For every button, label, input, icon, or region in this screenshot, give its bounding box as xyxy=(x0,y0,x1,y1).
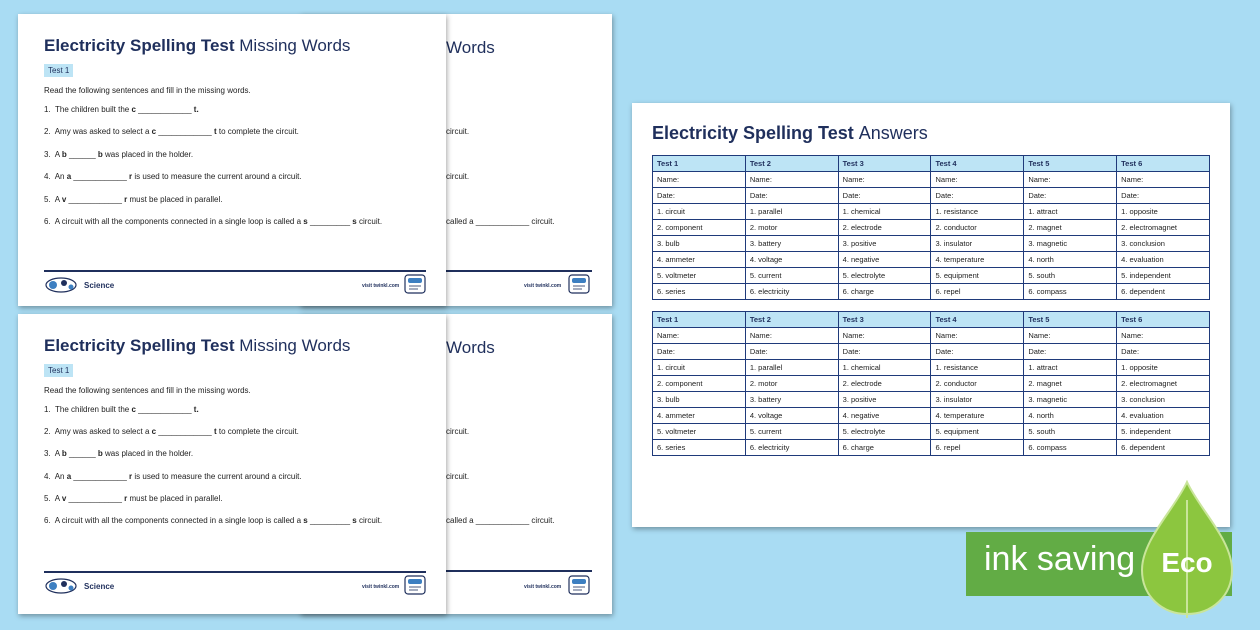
worksheet-title-2: Electricity Spelling Test Missing Words xyxy=(44,336,351,355)
table-cell: 6. compass xyxy=(1024,284,1117,300)
table-cell: Name: xyxy=(838,328,931,344)
table-cell: 2. magnet xyxy=(1024,220,1117,236)
footer-visit-2: visit twinkl.com xyxy=(362,584,400,590)
table-row xyxy=(653,252,1210,268)
header-cell: Test 2 xyxy=(745,156,838,172)
table-cell: 6. repel xyxy=(931,440,1024,456)
table-cell: 1. circuit xyxy=(653,360,746,376)
science-logo-icon xyxy=(44,577,78,595)
table-cell: 5. voltmeter xyxy=(653,424,746,440)
header-cell: Test 4 xyxy=(931,312,1024,328)
table-cell: 4. ammeter xyxy=(653,252,746,268)
table-cell: 4. negative xyxy=(838,252,931,268)
question-1: 1. The children built the c ____________ t. xyxy=(44,105,199,114)
table-cell: 1. parallel xyxy=(745,204,838,220)
table-row xyxy=(653,360,1210,376)
table-cell: 5. electrolyte xyxy=(838,268,931,284)
back-fragment-4b: circuit. xyxy=(446,472,470,481)
table-row xyxy=(653,328,1210,344)
back-footer-line xyxy=(446,270,592,272)
table-row xyxy=(653,284,1210,300)
table-cell: 4. north xyxy=(1024,252,1117,268)
table-cell: 2. electromagnet xyxy=(1117,376,1210,392)
header-cell: Test 4 xyxy=(931,156,1024,172)
instructions-2: Read the following sentences and fill in the missing words. xyxy=(44,386,251,395)
table-cell: 1. resistance xyxy=(931,204,1024,220)
table-cell: 4. north xyxy=(1024,408,1117,424)
table-cell: 3. positive xyxy=(838,392,931,408)
worksheet-bottom xyxy=(18,314,446,614)
table-cell: 6. repel xyxy=(931,284,1024,300)
header-cell: Test 1 xyxy=(653,312,746,328)
question-5: 5. A v ____________ r must be placed in parallel. xyxy=(44,494,223,503)
table-cell: 1. opposite xyxy=(1117,360,1210,376)
back-fragment-2b: circuit. xyxy=(446,427,470,436)
footer-subject: Science xyxy=(84,281,115,290)
question-3: 3. A b ______ b was placed in the holder. xyxy=(44,150,194,159)
table-cell: 2. motor xyxy=(745,376,838,392)
footer-visit: visit twinkl.com xyxy=(362,283,400,289)
table-cell: 3. battery xyxy=(745,236,838,252)
table-cell: 6. electricity xyxy=(745,284,838,300)
table-row xyxy=(653,268,1210,284)
table-cell: 5. equipment xyxy=(931,268,1024,284)
footer-line xyxy=(44,270,426,272)
header-cell: Test 6 xyxy=(1117,312,1210,328)
header-cell: Test 3 xyxy=(838,312,931,328)
table-cell: 1. chemical xyxy=(838,204,931,220)
table-cell: 5. independent xyxy=(1117,424,1210,440)
eco-label: Eco xyxy=(1161,547,1213,578)
table-cell: 1. parallel xyxy=(745,360,838,376)
table-cell: 6. charge xyxy=(838,440,931,456)
back-fragment-4: circuit. xyxy=(446,172,470,181)
table-row xyxy=(653,392,1210,408)
header-cell: Test 3 xyxy=(838,156,931,172)
table-row xyxy=(653,172,1210,188)
twinkl-badge-icon xyxy=(404,274,426,294)
table-cell: 5. current xyxy=(745,268,838,284)
table-cell: 3. magnetic xyxy=(1024,392,1117,408)
answers-table-2 xyxy=(652,311,1210,456)
table-cell: 2. electrode xyxy=(838,220,931,236)
twinkl-badge-icon xyxy=(404,575,426,595)
question-2: 2. Amy was asked to select a c ____________ t to complete the circuit. xyxy=(44,427,299,436)
table-cell: 2. magnet xyxy=(1024,376,1117,392)
table-cell: Name: xyxy=(1024,172,1117,188)
table-cell: 4. negative xyxy=(838,408,931,424)
table-cell: 3. magnetic xyxy=(1024,236,1117,252)
table-cell: 1. circuit xyxy=(653,204,746,220)
table-cell: 6. charge xyxy=(838,284,931,300)
question-1: 1. The children built the c ____________ t. xyxy=(44,405,199,414)
table-cell: Name: xyxy=(1117,328,1210,344)
table-cell: Name: xyxy=(1024,328,1117,344)
table-cell: 5. electrolyte xyxy=(838,424,931,440)
question-6: 6. A circuit with all the components connected in a single loop is called a s _________ s circuit. xyxy=(44,516,383,525)
header-cell: Test 2 xyxy=(745,312,838,328)
table-cell: Date: xyxy=(1024,344,1117,360)
table-cell: 3. insulator xyxy=(931,392,1024,408)
answers-sheet xyxy=(632,103,1230,527)
table-cell: 4. ammeter xyxy=(653,408,746,424)
ink-saving-label: ink saving xyxy=(984,540,1136,578)
table-header-row xyxy=(653,156,1210,172)
footer-line-2 xyxy=(44,571,426,573)
table-cell: 3. bulb xyxy=(653,236,746,252)
table-cell: 3. insulator xyxy=(931,236,1024,252)
answers-title: Electricity Spelling Test Answers xyxy=(652,123,928,143)
table-row xyxy=(653,344,1210,360)
table-row xyxy=(653,408,1210,424)
table-cell: 6. series xyxy=(653,284,746,300)
table-cell: 2. electromagnet xyxy=(1117,220,1210,236)
back-title-fragment-2: Words xyxy=(446,338,495,357)
table-cell: 2. motor xyxy=(745,220,838,236)
table-row xyxy=(653,204,1210,220)
table-cell: 5. independent xyxy=(1117,268,1210,284)
table-cell: 3. bulb xyxy=(653,392,746,408)
question-2: 2. Amy was asked to select a c ____________ t to complete the circuit. xyxy=(44,127,299,136)
table-row xyxy=(653,376,1210,392)
table-cell: 3. conclusion xyxy=(1117,392,1210,408)
table-cell: 2. conductor xyxy=(931,376,1024,392)
table-cell: Name: xyxy=(931,328,1024,344)
back-fragment-6b: called a ____________ circuit. xyxy=(446,516,555,525)
table-cell: Name: xyxy=(1117,172,1210,188)
answers-table-1 xyxy=(652,155,1210,300)
instructions: Read the following sentences and fill in the missing words. xyxy=(44,86,251,95)
table-cell: Date: xyxy=(745,188,838,204)
table-cell: Name: xyxy=(838,172,931,188)
back-fragment-2: circuit. xyxy=(446,127,470,136)
back-footer-visit-2: visit twinkl.com xyxy=(524,584,562,590)
table-cell: Date: xyxy=(1117,344,1210,360)
table-cell: 1. attract xyxy=(1024,204,1117,220)
table-row xyxy=(653,424,1210,440)
table-cell: Name: xyxy=(745,172,838,188)
table-cell: 2. component xyxy=(653,376,746,392)
table-cell: Date: xyxy=(653,344,746,360)
worksheet-top xyxy=(18,14,446,306)
table-cell: 4. evaluation xyxy=(1117,252,1210,268)
table-row xyxy=(653,440,1210,456)
question-4: 4. An a ____________ r is used to measure the current around a circuit. xyxy=(44,472,302,481)
table-cell: 4. temperature xyxy=(931,408,1024,424)
table-cell: Name: xyxy=(931,172,1024,188)
science-logo-icon xyxy=(44,276,78,294)
table-cell: Date: xyxy=(1024,188,1117,204)
table-cell: 3. positive xyxy=(838,236,931,252)
table-cell: Name: xyxy=(653,328,746,344)
table-cell: 6. dependent xyxy=(1117,284,1210,300)
table-cell: Date: xyxy=(1117,188,1210,204)
twinkl-badge-icon xyxy=(568,274,590,294)
test-label: Test 1 xyxy=(44,64,73,77)
table-cell: Date: xyxy=(653,188,746,204)
table-cell: 6. dependent xyxy=(1117,440,1210,456)
table-cell: 5. voltmeter xyxy=(653,268,746,284)
table-cell: 1. resistance xyxy=(931,360,1024,376)
question-6: 6. A circuit with all the components connected in a single loop is called a s _________ s circuit. xyxy=(44,217,383,226)
table-cell: 6. series xyxy=(653,440,746,456)
header-cell: Test 5 xyxy=(1024,312,1117,328)
table-cell: Date: xyxy=(745,344,838,360)
header-cell: Test 5 xyxy=(1024,156,1117,172)
table-cell: 6. electricity xyxy=(745,440,838,456)
table-cell: 4. voltage xyxy=(745,408,838,424)
header-cell: Test 1 xyxy=(653,156,746,172)
table-cell: 1. chemical xyxy=(838,360,931,376)
back-footer-line-2 xyxy=(446,570,592,572)
table-cell: 3. battery xyxy=(745,392,838,408)
table-cell: 4. temperature xyxy=(931,252,1024,268)
table-row xyxy=(653,236,1210,252)
table-cell: Date: xyxy=(838,344,931,360)
twinkl-badge-icon xyxy=(568,575,590,595)
table-cell: 6. compass xyxy=(1024,440,1117,456)
table-cell: 4. evaluation xyxy=(1117,408,1210,424)
table-cell: 5. current xyxy=(745,424,838,440)
table-cell: Date: xyxy=(931,344,1024,360)
table-cell: 5. equipment xyxy=(931,424,1024,440)
worksheet-title: Electricity Spelling Test Missing Words xyxy=(44,36,351,55)
table-cell: Date: xyxy=(931,188,1024,204)
table-cell: 5. south xyxy=(1024,424,1117,440)
table-cell: Name: xyxy=(745,328,838,344)
footer-subject-2: Science xyxy=(84,582,115,591)
table-cell: 4. voltage xyxy=(745,252,838,268)
table-cell: 1. attract xyxy=(1024,360,1117,376)
table-cell: Name: xyxy=(653,172,746,188)
table-cell: 5. south xyxy=(1024,268,1117,284)
header-cell: Test 6 xyxy=(1117,156,1210,172)
table-row xyxy=(653,220,1210,236)
table-cell: 1. opposite xyxy=(1117,204,1210,220)
eco-leaf-icon xyxy=(1140,480,1235,620)
table-row xyxy=(653,188,1210,204)
question-3: 3. A b ______ b was placed in the holder. xyxy=(44,449,194,458)
test-label-2: Test 1 xyxy=(44,364,73,377)
back-fragment-6: called a ____________ circuit. xyxy=(446,217,555,226)
table-cell: 2. electrode xyxy=(838,376,931,392)
back-title-fragment: Words xyxy=(446,38,495,57)
table-cell: Date: xyxy=(838,188,931,204)
table-header-row xyxy=(653,312,1210,328)
table-cell: 2. component xyxy=(653,220,746,236)
question-5: 5. A v ____________ r must be placed in parallel. xyxy=(44,195,223,204)
table-cell: 3. conclusion xyxy=(1117,236,1210,252)
table-cell: 2. conductor xyxy=(931,220,1024,236)
question-4: 4. An a ____________ r is used to measure the current around a circuit. xyxy=(44,172,302,181)
back-footer-visit: visit twinkl.com xyxy=(524,283,562,289)
